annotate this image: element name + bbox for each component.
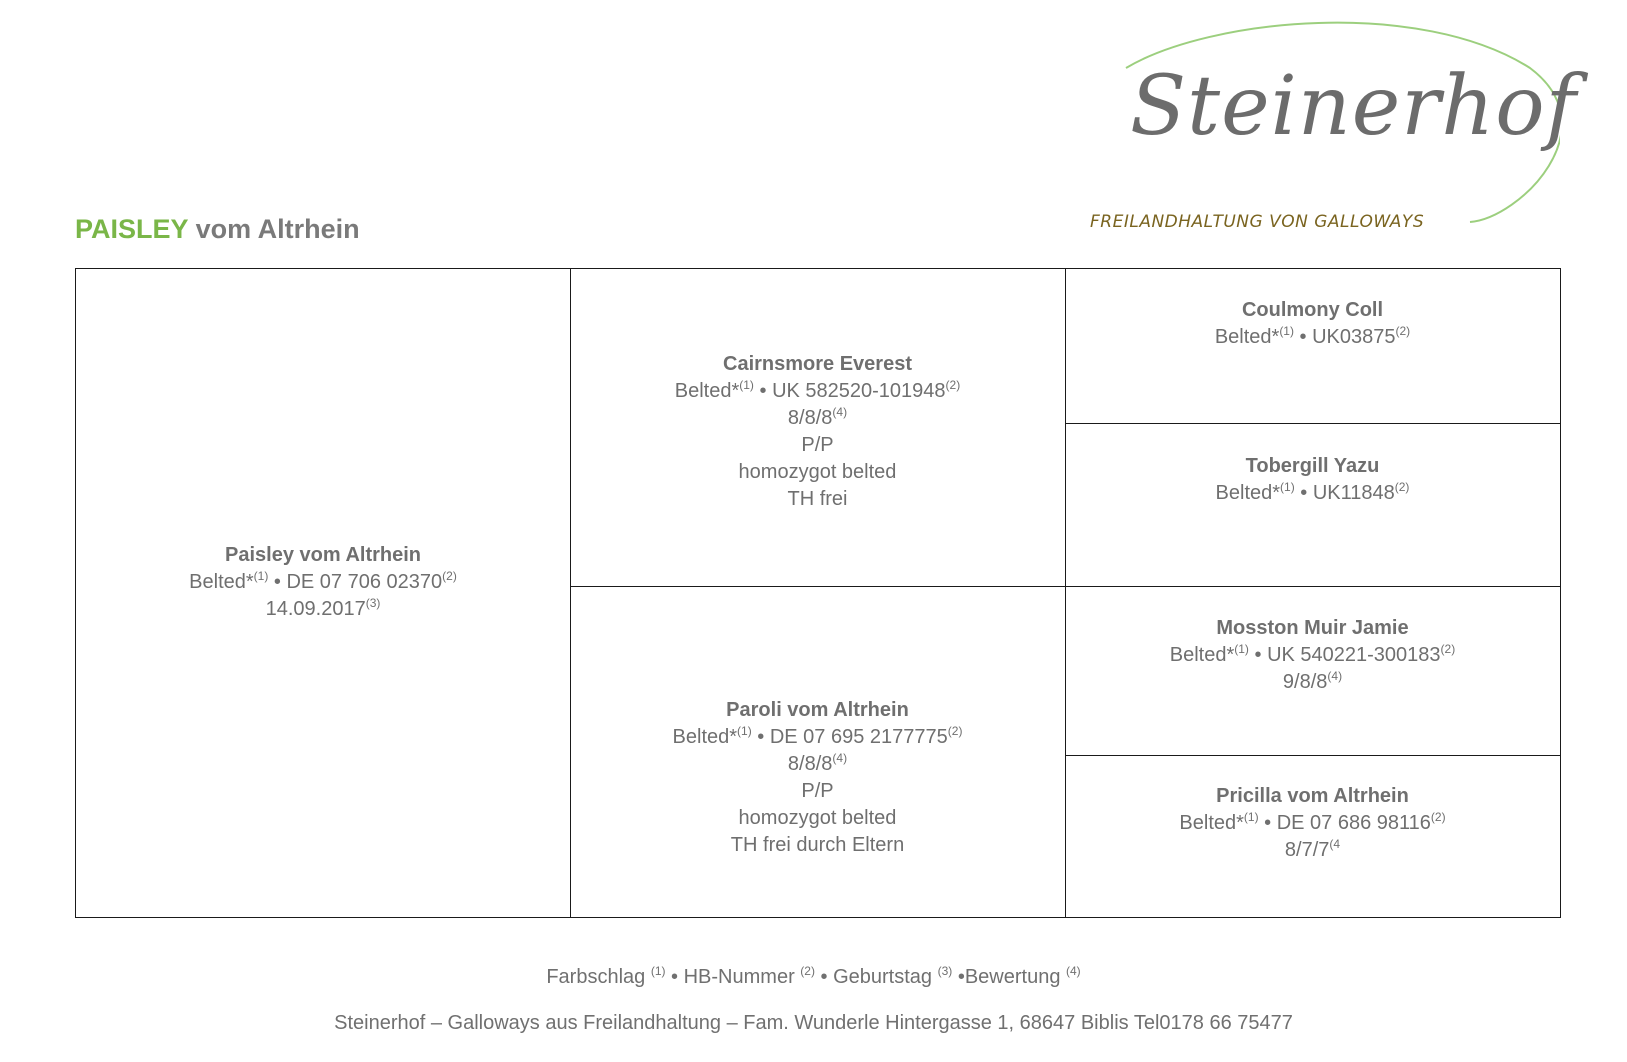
separator: • [1258, 812, 1277, 834]
sire-cell [570, 351, 1065, 513]
rating: 8/8/8 [787, 753, 833, 775]
birth-date: 14.09.2017 [265, 598, 366, 620]
rating: 8/8/8 [787, 407, 833, 429]
subject-cell [76, 542, 570, 623]
page-title [75, 216, 360, 243]
sire-sire-cell [1065, 297, 1560, 351]
footnote-ref: (2) [1430, 810, 1446, 824]
footnote-ref: (4) [832, 751, 848, 765]
color-type: Belted* [1215, 482, 1281, 504]
animal-th-status: TH frei [787, 488, 848, 510]
legend-bewertung: •Bewertung [952, 966, 1066, 988]
footnote-legend [0, 966, 1627, 989]
footnote-ref: (1) [650, 964, 666, 978]
title-highlight: PAISLEY [75, 214, 189, 244]
hb-number: UK03875 [1312, 326, 1396, 348]
animal-genotype: homozygot belted [738, 461, 897, 483]
color-type: Belted* [1169, 644, 1235, 666]
footnote-ref: (3) [937, 964, 953, 978]
separator: • [268, 571, 287, 593]
footnote-ref: (4 [1329, 837, 1341, 851]
animal-name: Mosston Muir Jamie [1216, 617, 1409, 639]
animal-registration [1065, 480, 1560, 507]
animal-polled: P/P [801, 780, 834, 802]
hb-number: UK 540221-300183 [1267, 644, 1441, 666]
footnote-ref: (1) [737, 724, 752, 738]
animal-rating [570, 751, 1065, 778]
separator: • [1294, 482, 1313, 504]
animal-name: Paroli vom Altrhein [726, 699, 909, 721]
separator: • [751, 726, 770, 748]
legend-geburtstag: • Geburtstag [814, 966, 938, 988]
animal-rating [1065, 837, 1560, 864]
separator: • [1293, 326, 1313, 348]
footnote-ref: (1) [1234, 642, 1249, 656]
separator: • [1248, 644, 1268, 666]
divider [570, 586, 1560, 587]
color-type: Belted* [674, 380, 740, 402]
logo-wordmark: Steinerhof [1130, 59, 1577, 154]
sire-dam-cell [1065, 453, 1560, 507]
color-type: Belted* [189, 571, 254, 593]
legend-hb: • HB-Nummer [665, 966, 801, 988]
rating: 8/7/7 [1284, 839, 1330, 861]
footnote-ref: (2) [442, 569, 457, 583]
animal-th-status: TH frei durch Eltern [730, 834, 905, 856]
hb-number: DE 07 706 02370 [286, 571, 443, 593]
dam-dam-cell [1065, 783, 1560, 864]
animal-rating [570, 405, 1065, 432]
footnote-ref: (4) [832, 405, 848, 419]
color-type: Belted* [1179, 812, 1244, 834]
dam-sire-cell [1065, 615, 1560, 696]
animal-registration [76, 569, 570, 596]
footnote-ref: (2) [1440, 642, 1456, 656]
animal-name: Cairnsmore Everest [723, 353, 912, 375]
pedigree-table [75, 268, 1561, 918]
animal-birthdate [76, 596, 570, 623]
hb-number: UK11848 [1312, 482, 1395, 504]
steinerhof-logo [1090, 8, 1577, 238]
footnote-ref: (3) [365, 596, 381, 610]
legend-farbschlag: Farbschlag [546, 966, 651, 988]
animal-rating [1065, 669, 1560, 696]
footnote-ref: (1) [1243, 810, 1259, 824]
color-type: Belted* [1214, 326, 1280, 348]
hb-number: UK 582520-101948 [772, 380, 946, 402]
footnote-ref: (2) [1395, 324, 1411, 338]
divider [1065, 423, 1560, 424]
divider [1065, 755, 1560, 756]
animal-registration [1065, 810, 1560, 837]
animal-registration [570, 378, 1065, 405]
footnote-ref: (2) [947, 724, 963, 738]
animal-name: Coulmony Coll [1241, 299, 1384, 321]
animal-name: Tobergill Yazu [1245, 455, 1380, 477]
animal-registration [1065, 642, 1560, 669]
title-rest: vom Altrhein [195, 214, 360, 244]
separator: • [753, 380, 773, 402]
footnote-ref: (2) [800, 964, 815, 978]
footnote-ref: (1) [1279, 324, 1294, 338]
footnote-ref: (1) [1280, 480, 1295, 494]
animal-polled: P/P [801, 434, 834, 456]
footnote-ref: (2) [1394, 480, 1410, 494]
color-type: Belted* [672, 726, 738, 748]
animal-name: Pricilla vom Altrhein [1216, 785, 1409, 807]
logo-tagline: FREILANDHALTUNG VON GALLOWAYS [1090, 212, 1425, 232]
footnote-ref: (1) [739, 378, 754, 392]
dam-cell [570, 697, 1065, 859]
hb-number: DE 07 686 98116 [1276, 812, 1431, 834]
rating: 9/8/8 [1282, 671, 1328, 693]
footnote-ref: (4) [1066, 964, 1081, 978]
animal-genotype: homozygot belted [738, 807, 897, 829]
footnote-ref: (4) [1327, 669, 1343, 683]
animal-registration [1065, 324, 1560, 351]
animal-registration [570, 724, 1065, 751]
animal-name: Paisley vom Altrhein [225, 544, 421, 566]
footnote-ref: (2) [945, 378, 961, 392]
footnote-ref: (1) [253, 569, 269, 583]
footer-address: Steinerhof – Galloways aus Freilandhaltung – Fam. Wunderle Hintergasse 1, 68647 Biblis Tel0178 66 75477 [334, 1012, 1293, 1034]
hb-number: DE 07 695 2177775 [769, 726, 948, 748]
